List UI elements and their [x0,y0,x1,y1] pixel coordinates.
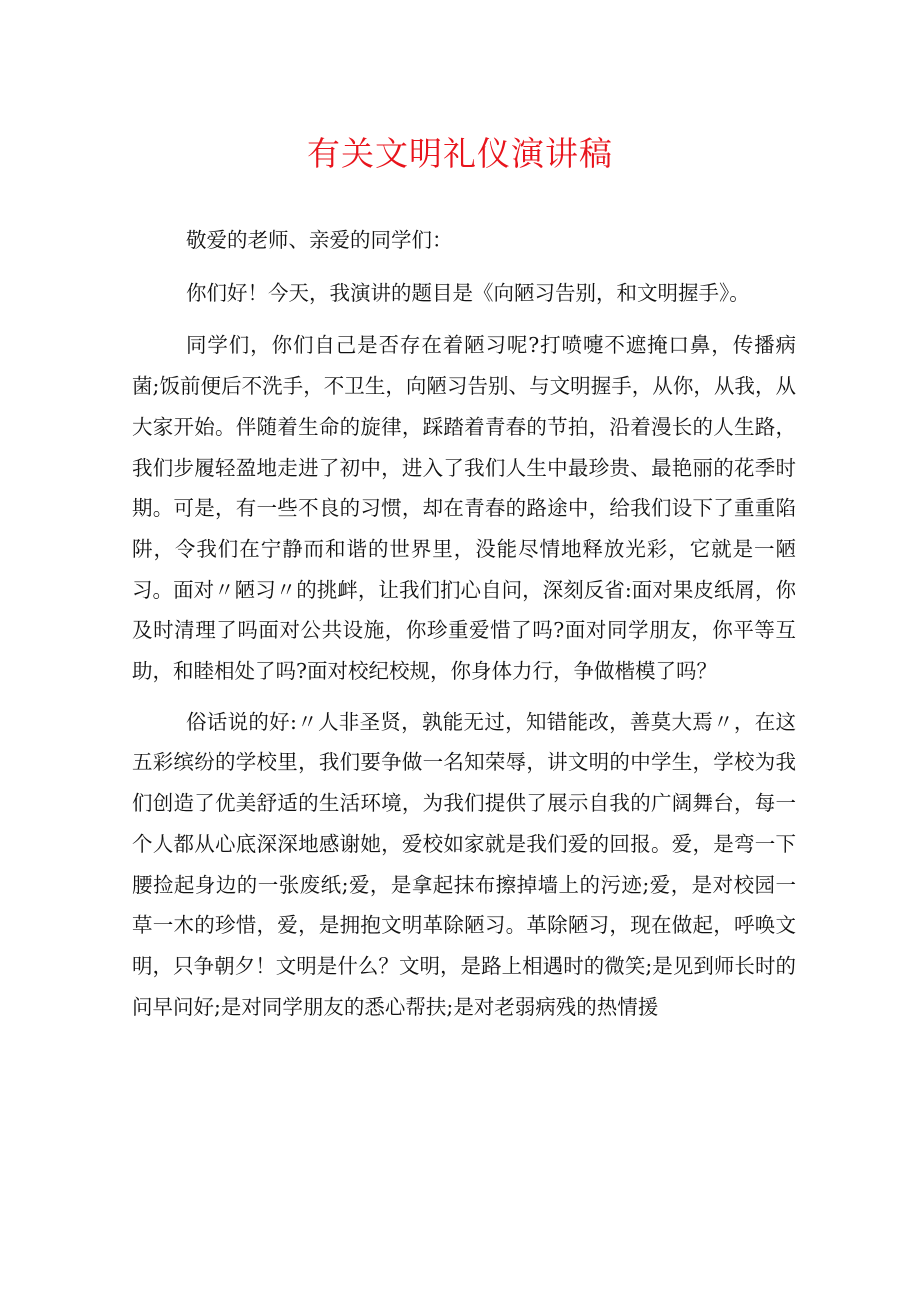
document-body [132,220,796,1027]
body-paragraph-2: 俗话说的好:〃人非圣贤，孰能无过，知错能改，善莫大焉〃，在这五彩缤纷的学校里，我们要争做一名知荣辱，讲文明的中学生，学校为我们创造了优美舒适的生活环境，为我们提供了展示自我的广阔舞台，每一个人都从心底深深地感谢她，爱校如家就是我们爱的回报。爱，是弯一下腰捡起身边的一张废纸;爱，是拿起抹布擦掉墙上的污迹;爱，是对校园一草一木的珍惜，爱，是拥抱文明革除陋习。革除陋习，现在做起，呼唤文明，只争朝夕！文明是什么？文明，是路上相遇时的微笑;是见到师长时的问早问好;是对同学朋友的悉心帮扶;是对老弱病残的热情援 [132,709,796,1019]
document-title: 有关文明礼仪演讲稿 [307,134,613,173]
salutation-paragraph: 敬爱的老师、亲爱的同学们： [186,228,453,252]
greeting-paragraph: 你们好！今天，我演讲的题目是《向陋习告别，和文明握手》。 [186,280,750,305]
body-paragraph-1: 同学们，你们自己是否存在着陋习呢?打喷嚏不遮掩口鼻，传播病菌;饭前便后不洗手，不卫生，向陋习告别、与文明握手，从你，从我，从大家开始。伴随着生命的旋律，踩踏着青春的节拍，沿着漫长的人生路，我们步履轻盈地走进了初中，进入了我们人生中最珍贵、最艳丽的花季时期。可是，有一些不良的习惯，却在青春的路途中，给我们设下了重重陷阱，令我们在宁静而和谐的世界里，没能尽情地释放光彩，它就是一陋习。面对〃陋习〃的挑衅，让我们扪心自问，深刻反省:面对果皮纸屑，你及时清理了吗面对公共设施，你珍重爱惜了吗?面对同学朋友，你平等互助，和睦相处了吗?面对校纪校规，你身体力行，争做楷模了吗？ [132,333,796,684]
